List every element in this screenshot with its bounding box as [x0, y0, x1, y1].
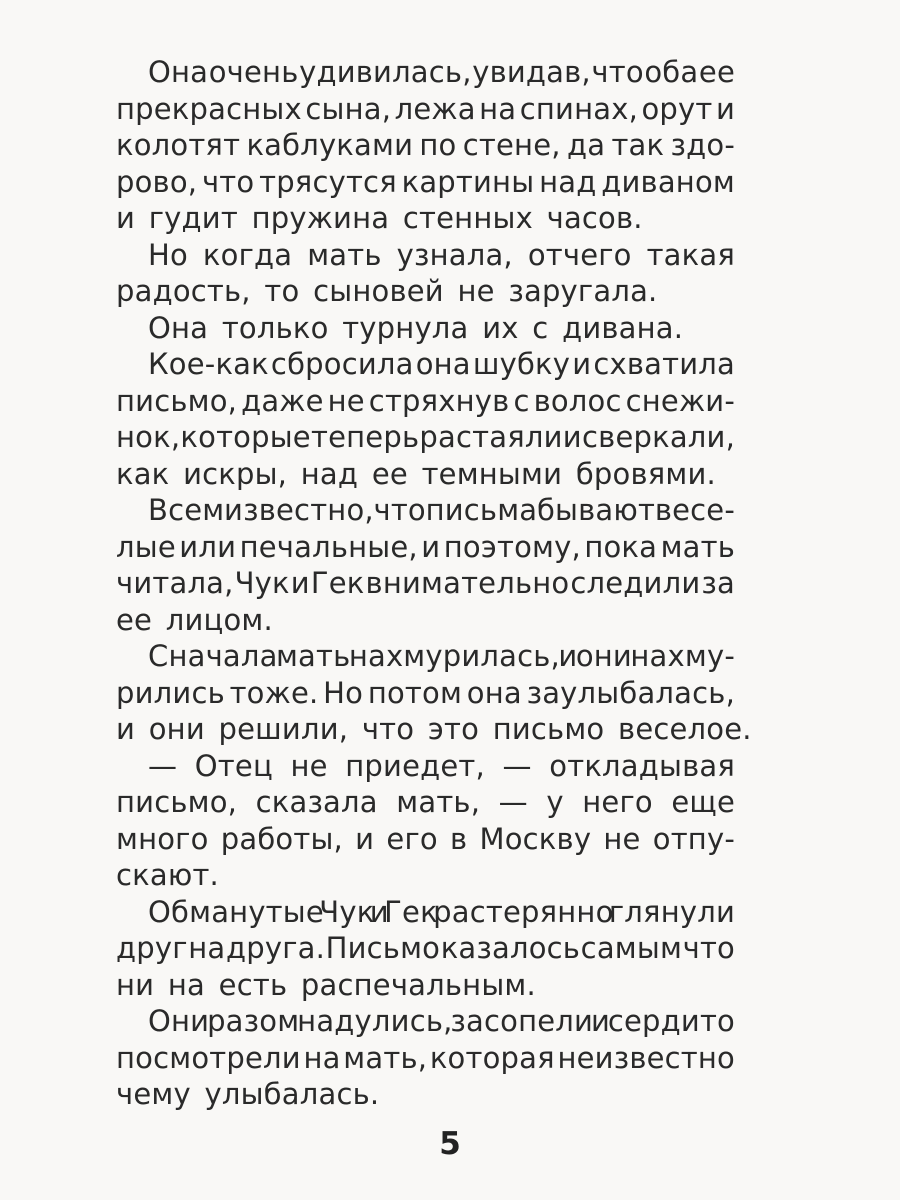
word: по: [419, 128, 457, 162]
word: и: [572, 347, 592, 381]
word: что: [682, 931, 735, 965]
word: которая: [429, 1040, 555, 1075]
word: мать,: [396, 785, 481, 819]
text-line: [0, 892, 900, 932]
word: как: [116, 456, 170, 491]
word: не: [603, 821, 641, 856]
word: на: [303, 1040, 341, 1075]
word: на: [188, 931, 226, 965]
word: распечальным.: [300, 967, 536, 1002]
word: него: [582, 785, 653, 819]
word: стенных: [402, 201, 533, 235]
word: не: [290, 748, 328, 783]
word: друга.: [225, 931, 326, 965]
word: на: [479, 91, 517, 126]
word: орут: [641, 91, 713, 126]
word: сверкали,: [582, 420, 735, 454]
word: казалось: [440, 931, 581, 965]
word: печальные,: [239, 529, 418, 564]
word: сердито: [607, 1004, 735, 1038]
text-line: [0, 527, 900, 567]
word: когда: [202, 237, 293, 272]
word: сказала: [255, 785, 378, 819]
word: теперь: [311, 420, 420, 454]
word: искры,: [183, 456, 288, 491]
text-line: [0, 344, 900, 384]
text-line: [0, 1001, 900, 1041]
word: волос: [533, 383, 622, 418]
word: сбросила: [270, 347, 414, 381]
word: лые: [116, 529, 176, 564]
word: нахмурилась,: [348, 639, 560, 673]
word: бывают: [536, 493, 656, 527]
word: ее: [116, 602, 153, 637]
word: и: [590, 1004, 610, 1038]
word: пока: [584, 529, 658, 564]
word: ее: [371, 456, 408, 491]
word: и: [715, 91, 735, 126]
word: колотят: [116, 128, 241, 162]
text-line: [0, 1038, 900, 1078]
word: и: [290, 566, 310, 600]
word: Сначала: [148, 639, 278, 673]
word: его: [386, 821, 438, 856]
word: отпу-: [652, 821, 735, 856]
word: часов.: [546, 201, 643, 235]
word: она: [466, 675, 522, 710]
word: улыбалась.: [204, 1077, 380, 1111]
text-line: [0, 454, 900, 494]
word: оба: [644, 55, 699, 89]
word: Кое-как: [148, 347, 269, 381]
word: узнала,: [396, 237, 513, 272]
word: даже: [241, 383, 324, 418]
word: потом: [367, 675, 463, 710]
word: они: [148, 712, 205, 746]
word: работы,: [220, 821, 343, 856]
word: и: [116, 712, 136, 746]
word: только: [221, 310, 329, 345]
word: чему: [116, 1077, 191, 1111]
word: с: [532, 310, 549, 345]
word: читала,: [116, 566, 234, 600]
text-line: [0, 1074, 900, 1114]
word: не: [327, 383, 365, 418]
word: надулись,: [297, 1004, 453, 1038]
word: спинах,: [519, 91, 638, 126]
word: темными: [421, 456, 563, 491]
word: тоже.: [229, 675, 319, 710]
word: рово,: [116, 164, 198, 199]
word: она: [415, 347, 471, 381]
text-line: [0, 965, 900, 1005]
text-line: [0, 381, 900, 421]
word: мать: [275, 639, 351, 673]
word: что: [361, 712, 415, 746]
text-line: [0, 271, 900, 311]
text-line: [0, 563, 900, 603]
word: их: [482, 310, 519, 345]
word: есть: [218, 967, 288, 1002]
text-line: [0, 89, 900, 129]
word: внимательно: [365, 566, 570, 600]
word: самым: [580, 931, 683, 965]
word: мать: [307, 237, 382, 272]
word: что: [373, 493, 426, 527]
word: очень: [208, 55, 299, 89]
word: ее: [698, 55, 735, 89]
word: и: [562, 420, 582, 454]
word: Она: [148, 55, 209, 89]
word: глянули: [608, 894, 735, 929]
word: заулыбалась,: [526, 675, 735, 710]
word: нок,: [116, 420, 181, 454]
word: письмо,: [116, 383, 238, 418]
word: с: [513, 383, 530, 418]
word: турнула: [342, 310, 469, 345]
word: увидав,: [472, 55, 591, 89]
word: письмо,: [116, 785, 238, 819]
word: на: [167, 967, 206, 1002]
word: Они: [148, 1004, 210, 1038]
word: Чук: [234, 566, 290, 600]
text-line: [0, 928, 900, 968]
word: такая: [646, 237, 735, 272]
word: отчего: [527, 237, 632, 272]
word: схватила: [593, 347, 735, 381]
word: письмо: [492, 712, 605, 746]
word: сыновей: [313, 274, 444, 308]
word: за: [701, 566, 735, 600]
word: что: [201, 164, 255, 199]
word: засопели: [450, 1004, 594, 1038]
word: решили,: [218, 712, 349, 746]
word: здо-: [670, 128, 735, 162]
text-line: [0, 490, 900, 530]
word: которые: [180, 420, 311, 454]
text-line: [0, 673, 900, 713]
word: над: [300, 456, 359, 491]
word: прекрасных: [116, 91, 302, 126]
text-line: [0, 125, 900, 165]
word: так: [611, 128, 665, 162]
word: Москву: [479, 821, 592, 856]
word: Всем: [148, 493, 225, 527]
word: весе-: [654, 493, 735, 527]
word: гудит: [148, 201, 238, 235]
word: разом: [207, 1004, 300, 1038]
word: Отец: [194, 748, 273, 783]
word: известно,: [224, 493, 374, 527]
word: друг: [116, 931, 188, 965]
word: каблуками: [246, 128, 414, 162]
word: удивилась,: [299, 55, 472, 89]
word: стене,: [462, 128, 561, 162]
word: —: [498, 785, 528, 819]
word: снежи-: [625, 383, 735, 418]
word: что: [591, 55, 644, 89]
word: над: [539, 164, 597, 199]
text-line: [0, 855, 900, 895]
word: картины: [401, 164, 535, 199]
text-line: [0, 198, 900, 238]
word: радость,: [116, 274, 251, 308]
text-line: [0, 636, 900, 676]
word: Чук: [319, 894, 375, 929]
word: письма: [425, 493, 538, 527]
word: растерянно: [433, 894, 614, 929]
word: у: [546, 785, 564, 819]
word: следили: [570, 566, 701, 600]
word: не: [457, 274, 495, 308]
text-line: [0, 782, 900, 822]
word: Гек: [384, 894, 438, 929]
text-line: [0, 235, 900, 275]
word: Обманутые: [148, 894, 324, 929]
word: растаяли: [419, 420, 563, 454]
text-line: [0, 308, 900, 348]
word: поэтому,: [443, 529, 581, 564]
word: ни: [116, 967, 155, 1002]
word: неизвестно: [557, 1040, 735, 1075]
word: мать,: [343, 1040, 428, 1075]
word: посмотрели: [116, 1040, 301, 1075]
word: Но: [323, 675, 364, 710]
word: и: [421, 529, 441, 564]
word: трясутся: [259, 164, 397, 199]
text-line: [0, 162, 900, 202]
word: сына,: [305, 91, 392, 126]
word: Она: [148, 310, 209, 345]
text-line: [0, 600, 900, 640]
word: лицом.: [165, 602, 273, 637]
word: шубку: [472, 347, 571, 381]
word: откладывая: [549, 748, 735, 783]
word: Гек: [310, 566, 365, 600]
word: рились: [116, 675, 225, 710]
word: мать: [660, 529, 735, 564]
text-line: [0, 819, 900, 859]
word: и: [369, 894, 389, 929]
word: веселое.: [618, 712, 752, 746]
word: много: [116, 821, 209, 856]
word: это: [427, 712, 480, 746]
word: они: [575, 639, 632, 673]
word: и: [116, 201, 136, 235]
word: бровями.: [575, 456, 716, 491]
word: —: [148, 748, 178, 783]
word: приедет,: [345, 748, 485, 783]
text-line: [0, 709, 900, 749]
page-number: 5: [439, 1126, 461, 1162]
word: дивана.: [562, 310, 684, 345]
word: стряхнув: [368, 383, 510, 418]
word: диваном: [601, 164, 735, 199]
word: лежа: [394, 91, 476, 126]
word: и: [355, 821, 375, 856]
word: да: [566, 128, 606, 162]
word: —: [502, 748, 532, 783]
word: и: [558, 639, 578, 673]
word: скают.: [116, 858, 219, 892]
word: Но: [148, 237, 188, 272]
word: заругала.: [508, 274, 658, 308]
text-line: [0, 746, 900, 786]
word: в: [450, 821, 468, 856]
word: или: [179, 529, 237, 564]
word: еще: [671, 785, 735, 819]
word: Письмо: [325, 931, 441, 965]
text-line: [0, 52, 900, 92]
word: нахму-: [630, 639, 735, 673]
text-line: [0, 417, 900, 457]
word: пружина: [251, 201, 390, 235]
word: то: [264, 274, 300, 308]
